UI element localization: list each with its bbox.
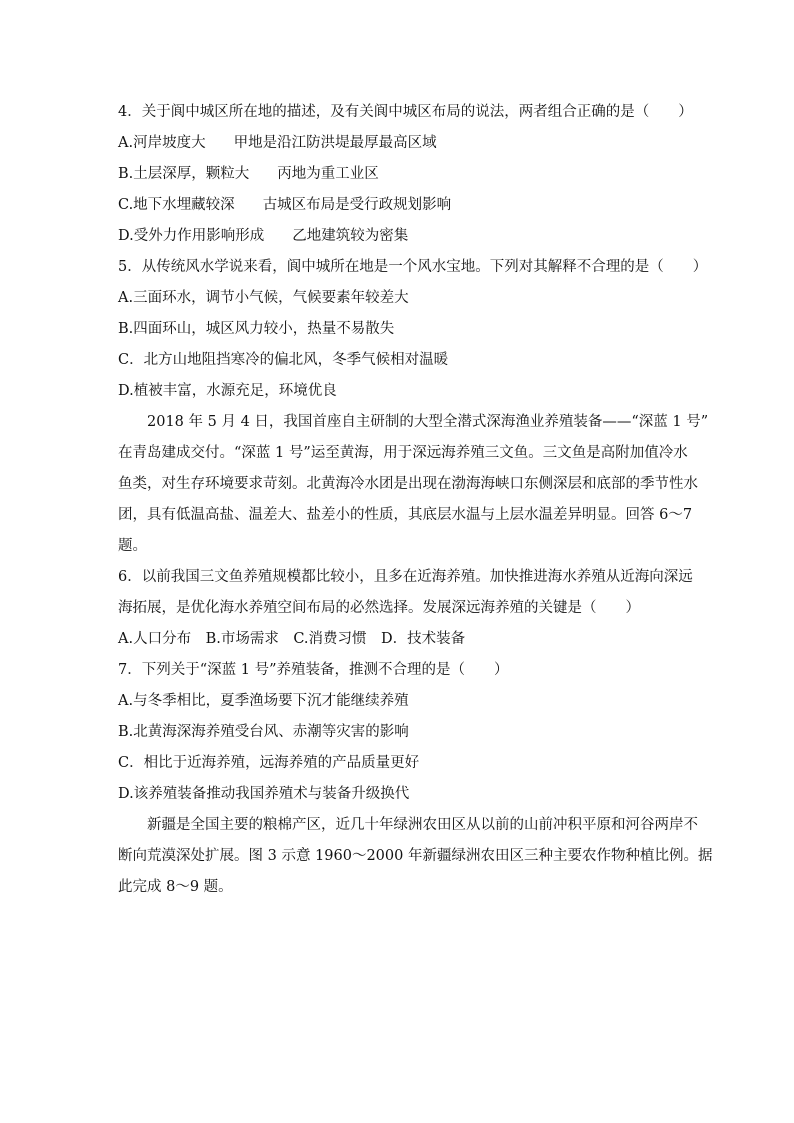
option-c-part2: 古城区布局是受行政规划影响 [262, 197, 452, 213]
question-5-option-d: D.植被丰富，水源充足，环境优良 [118, 383, 337, 399]
option-b-part1: B.土层深厚，颗粒大 [118, 166, 250, 182]
question-7-option-c: C．相比于近海养殖，远海养殖的产品质量更好 [118, 755, 420, 771]
question-5-stem: 5．从传统风水学说来看，阆中城所在地是一个风水宝地。下列对其解释不合理的是（ ） [118, 259, 708, 275]
question-4-option-b [118, 159, 678, 190]
passage-1-line-3: 鱼类，对生存环境要求苛刻。北黄海冷水团是出现在渤海海峡口东侧深层和底部的季节性水 [118, 476, 698, 492]
passage-1-line-2: 在青岛建成交付。“深蓝 1 号”运至黄海，用于深远海养殖三文鱼。三文鱼是高附加值冷水 [118, 445, 688, 461]
question-7-option-b: B.北黄海深海养殖受台风、赤潮等灾害的影响 [118, 724, 409, 740]
passage-1-line-1: 2018 年 5 月 4 日，我国首座自主研制的大型全潜式深海渔业养殖装备——“深蓝 1 号” [147, 414, 709, 430]
passage-2-line-3: 此完成 8～9 题。 [118, 879, 233, 895]
question-7-option-d: D.该养殖装备推动我国养殖术与装备升级换代 [118, 786, 410, 802]
question-4-stem: 4．关于阆中城区所在地的描述，及有关阆中城区布局的说法，两者组合正确的是（ ） [118, 104, 693, 120]
question-5-option-c: C．北方山地阻挡寒冷的偏北风，冬季气候相对温暖 [118, 352, 449, 368]
passage-1-line-4: 团，具有低温高盐、温差大、盐差小的性质，其底层水温与上层水温差异明显。回答 6～7 [118, 507, 693, 523]
question-6-stem-line-1: 6．以前我国三文鱼养殖规模都比较小，且多在近海养殖。加快推进海水养殖从近海向深远 [118, 569, 693, 585]
passage-2-line-1: 新疆是全国主要的粮棉产区，近几十年绿洲农田区从以前的山前冲积平原和河谷两岸不 [147, 817, 698, 833]
question-7-option-a: A.与冬季相比，夏季渔场要下沉才能继续养殖 [118, 693, 409, 709]
question-4-option-d [118, 221, 678, 252]
question-6-options: A.人口分布 B.市场需求 C.消费习惯 D．技术装备 [118, 631, 466, 647]
option-a-part2: 甲地是沿江防洪堤最厚最高区域 [233, 135, 437, 151]
question-4-option-a [118, 128, 678, 159]
question-5-option-a: A.三面环水，调节小气候，气候要素年较差大 [118, 290, 409, 306]
question-6-stem-line-2: 海拓展，是优化海水养殖空间布局的必然选择。发展深远海养殖的关键是（ ） [118, 600, 640, 616]
option-d-part1: D.受外力作用影响形成 [118, 228, 265, 244]
option-d-part2: 乙地建筑较为密集 [292, 228, 409, 244]
document-body [118, 97, 713, 903]
question-7-stem: 7．下列关于“深蓝 1 号”养殖装备，推测不合理的是（ ） [118, 662, 509, 678]
option-b-part2: 丙地为重工业区 [277, 166, 379, 182]
passage-2-line-2: 断向荒漠深处扩展。图 3 示意 1960～2000 年新疆绿洲农田区三种主要农作物种植比例。据 [118, 848, 713, 864]
question-4-option-c [118, 190, 678, 221]
passage-1-line-5: 题。 [118, 538, 147, 554]
question-5-option-b: B.四面环山，城区风力较小，热量不易散失 [118, 321, 395, 337]
option-a-part1: A.河岸坡度大 [118, 135, 206, 151]
option-c-part1: C.地下水埋藏较深 [118, 197, 235, 213]
